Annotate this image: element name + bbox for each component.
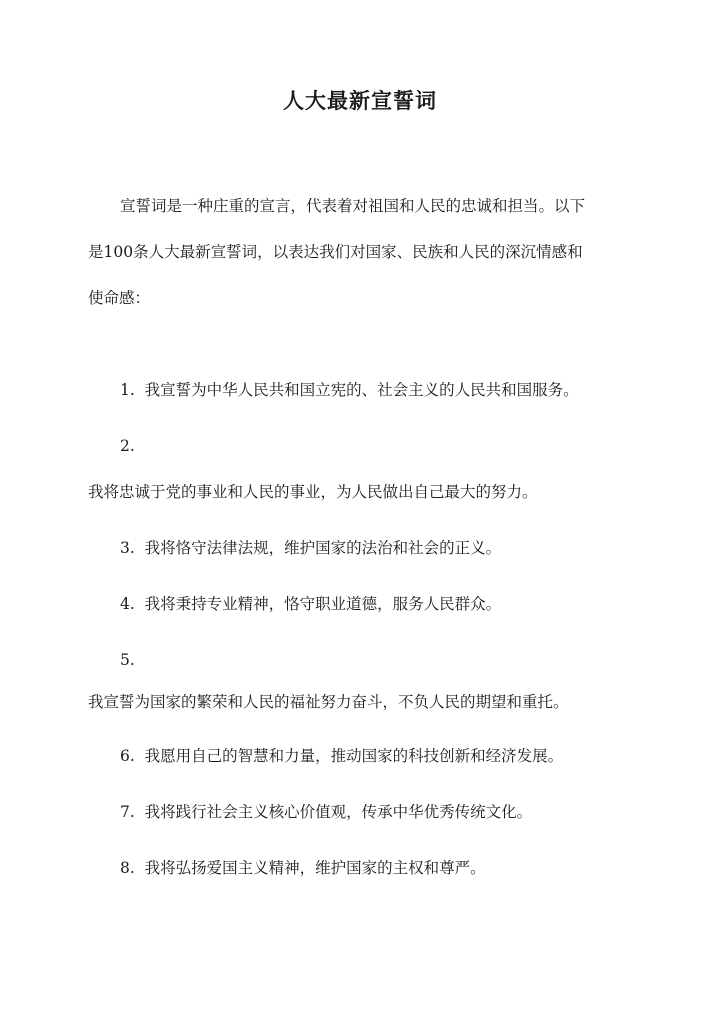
- list-item-4: [120, 592, 501, 616]
- list-item-text: 我将秉持专业精神，恪守职业道德，服务人民群众。: [144, 595, 502, 613]
- list-item-number: 8.: [120, 859, 135, 877]
- list-item-3: [120, 536, 501, 560]
- list-item-text: 我宣誓为中华人民共和国立宪的、社会主义的人民共和国服务。: [144, 381, 579, 399]
- list-item-6: [120, 744, 563, 768]
- list-item-1: [120, 378, 579, 402]
- intro-line-2: 是100条人大最新宣誓词，以表达我们对国家、民族和人民的深沉情感和: [88, 243, 583, 261]
- document-title: 人大最新宣誓词: [283, 88, 437, 113]
- list-item-text: 我将践行社会主义核心价值观，传承中华优秀传统文化。: [144, 803, 533, 821]
- list-item-number: 3.: [120, 539, 135, 557]
- list-item-2-text: 我将忠诚于党的事业和人民的事业，为人民做出自己最大的努力。: [88, 483, 538, 501]
- intro-line-3: 使命感：: [88, 289, 151, 307]
- list-item-number: 1.: [120, 381, 135, 399]
- list-item-7: [120, 800, 532, 824]
- list-item-2-number: 2.: [120, 437, 135, 455]
- list-item-number: 6.: [120, 747, 135, 765]
- list-item-number: 7.: [120, 803, 135, 821]
- intro-line-1: 宣誓词是一种庄重的宣言，代表着对祖国和人民的忠诚和担当。以下: [120, 197, 586, 215]
- list-item-text: 我愿用自己的智慧和力量，推动国家的科技创新和经济发展。: [144, 747, 564, 765]
- list-item-text: 我将恪守法律法规，维护国家的法治和社会的正义。: [144, 539, 502, 557]
- list-item-8: [120, 856, 486, 880]
- list-item-text: 我将弘扬爱国主义精神，维护国家的主权和尊严。: [144, 859, 486, 877]
- list-item-5-number: 5.: [120, 651, 135, 669]
- list-item-number: 4.: [120, 595, 135, 613]
- list-item-5-text: 我宣誓为国家的繁荣和人民的福祉努力奋斗，不负人民的期望和重托。: [88, 693, 569, 711]
